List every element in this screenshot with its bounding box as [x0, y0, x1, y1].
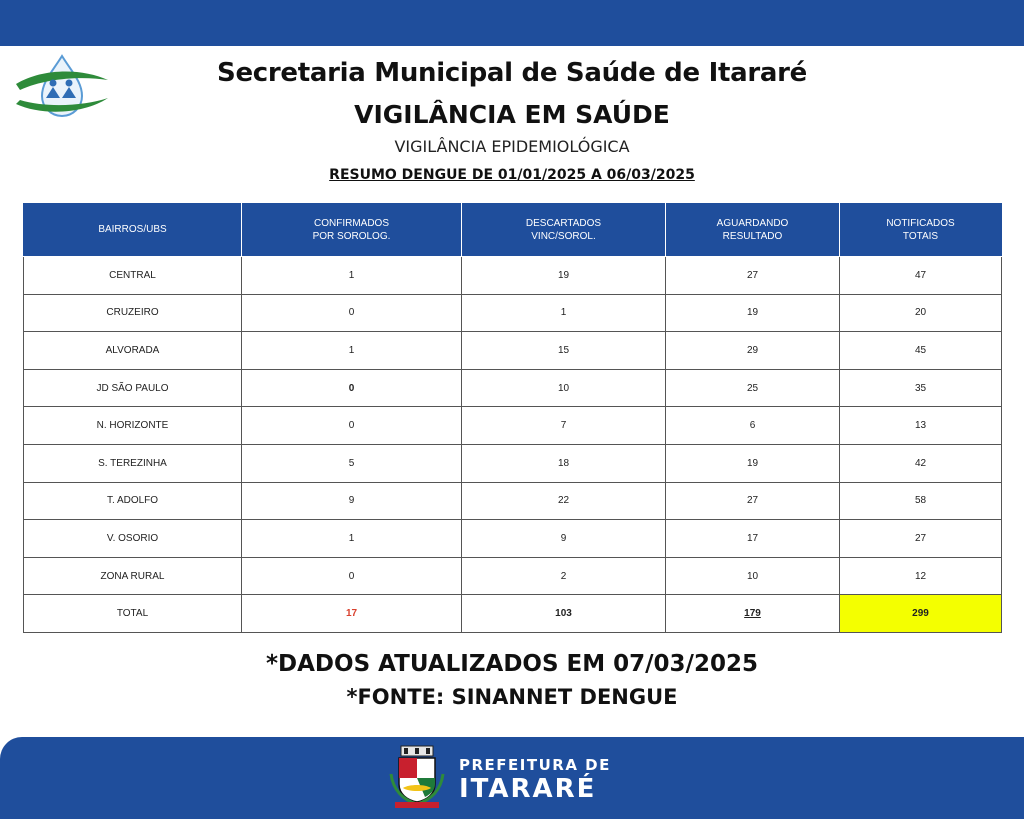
column-header-aguardando: AGUARDANDO RESULTADO [666, 203, 840, 257]
cell-confirmados: 1 [242, 520, 462, 558]
cell-aguardando: 19 [666, 444, 840, 482]
cell-confirmados: 9 [242, 482, 462, 520]
cell-descartados: 19 [462, 257, 666, 295]
cell-descartados: 2 [462, 557, 666, 595]
table-header-row [24, 203, 1002, 257]
notes [0, 648, 1024, 712]
table-row [24, 294, 1002, 332]
cell-descartados: 22 [462, 482, 666, 520]
cell-descartados: 10 [462, 369, 666, 407]
table-row [24, 369, 1002, 407]
column-header-notificados: NOTIFICADOS TOTAIS [840, 203, 1002, 257]
cell-notificados: 58 [840, 482, 1002, 520]
footer-line2: ITARARÉ [459, 774, 597, 804]
table-row [24, 520, 1002, 558]
cell-descartados: 18 [462, 444, 666, 482]
cell-bairro: CRUZEIRO [24, 294, 242, 332]
source-note: *FONTE: SINANNET DENGUE [346, 685, 678, 709]
table-total-row [24, 595, 1002, 633]
cell-total-label: TOTAL [24, 595, 242, 633]
cell-aguardando: 6 [666, 407, 840, 445]
table-row [24, 482, 1002, 520]
header [150, 56, 874, 185]
dengue-summary-table [23, 203, 1002, 633]
cell-aguardando: 17 [666, 520, 840, 558]
cell-descartados: 7 [462, 407, 666, 445]
cell-bairro: ZONA RURAL [24, 557, 242, 595]
page-subtitle: VIGILÂNCIA EM SAÚDE [354, 100, 670, 129]
cell-notificados: 12 [840, 557, 1002, 595]
cell-bairro: S. TEREZINHA [24, 444, 242, 482]
cell-notificados: 42 [840, 444, 1002, 482]
health-secretariat-logo-icon [12, 54, 112, 120]
cell-descartados: 9 [462, 520, 666, 558]
cell-bairro: N. HORIZONTE [24, 407, 242, 445]
cell-notificados: 45 [840, 332, 1002, 370]
cell-aguardando: 27 [666, 482, 840, 520]
cell-confirmados: 0 [242, 407, 462, 445]
column-header-descartados: DESCARTADOS VINC/SOROL. [462, 203, 666, 257]
cell-confirmados: 5 [242, 444, 462, 482]
summary-title: RESUMO DENGUE DE 01/01/2025 A 06/03/2025 [329, 167, 695, 183]
cell-bairro: ALVORADA [24, 332, 242, 370]
section-title: VIGILÂNCIA EPIDEMIOLÓGICA [394, 137, 630, 156]
cell-notificados: 47 [840, 257, 1002, 295]
cell-descartados: 15 [462, 332, 666, 370]
page-title: Secretaria Municipal de Saúde de Itararé [217, 58, 807, 88]
top-band [0, 0, 1024, 46]
cell-bairro: CENTRAL [24, 257, 242, 295]
cell-bairro: JD SÃO PAULO [24, 369, 242, 407]
footer-line1: PREFEITURA DE [459, 756, 611, 774]
cell-confirmados: 0 [242, 369, 462, 407]
cell-notificados: 35 [840, 369, 1002, 407]
table-row [24, 257, 1002, 295]
updated-note: *DADOS ATUALIZADOS EM 07/03/2025 [266, 651, 758, 677]
cell-aguardando: 25 [666, 369, 840, 407]
table-row [24, 407, 1002, 445]
cell-bairro: V. OSORIO [24, 520, 242, 558]
cell-confirmados: 0 [242, 294, 462, 332]
column-header-confirmados: CONFIRMADOS POR SOROLOG. [242, 203, 462, 257]
cell-notificados: 20 [840, 294, 1002, 332]
cell-notificados: 13 [840, 407, 1002, 445]
cell-total-aguardando: 179 [666, 595, 840, 633]
table-row [24, 444, 1002, 482]
cell-aguardando: 10 [666, 557, 840, 595]
cell-aguardando: 29 [666, 332, 840, 370]
cell-notificados: 27 [840, 520, 1002, 558]
cell-total-confirmados: 17 [242, 595, 462, 633]
cell-aguardando: 27 [666, 257, 840, 295]
cell-aguardando: 19 [666, 294, 840, 332]
column-header-bairros: BAIRROS/UBS [24, 203, 242, 257]
cell-confirmados: 0 [242, 557, 462, 595]
cell-total-descartados: 103 [462, 595, 666, 633]
cell-confirmados: 1 [242, 257, 462, 295]
cell-confirmados: 1 [242, 332, 462, 370]
cell-descartados: 1 [462, 294, 666, 332]
municipal-coat-of-arms-icon [387, 744, 447, 810]
cell-total-notificados: 299 [840, 595, 1002, 633]
table-row [24, 332, 1002, 370]
footer-text [459, 756, 611, 804]
table-row [24, 557, 1002, 595]
cell-bairro: T. ADOLFO [24, 482, 242, 520]
